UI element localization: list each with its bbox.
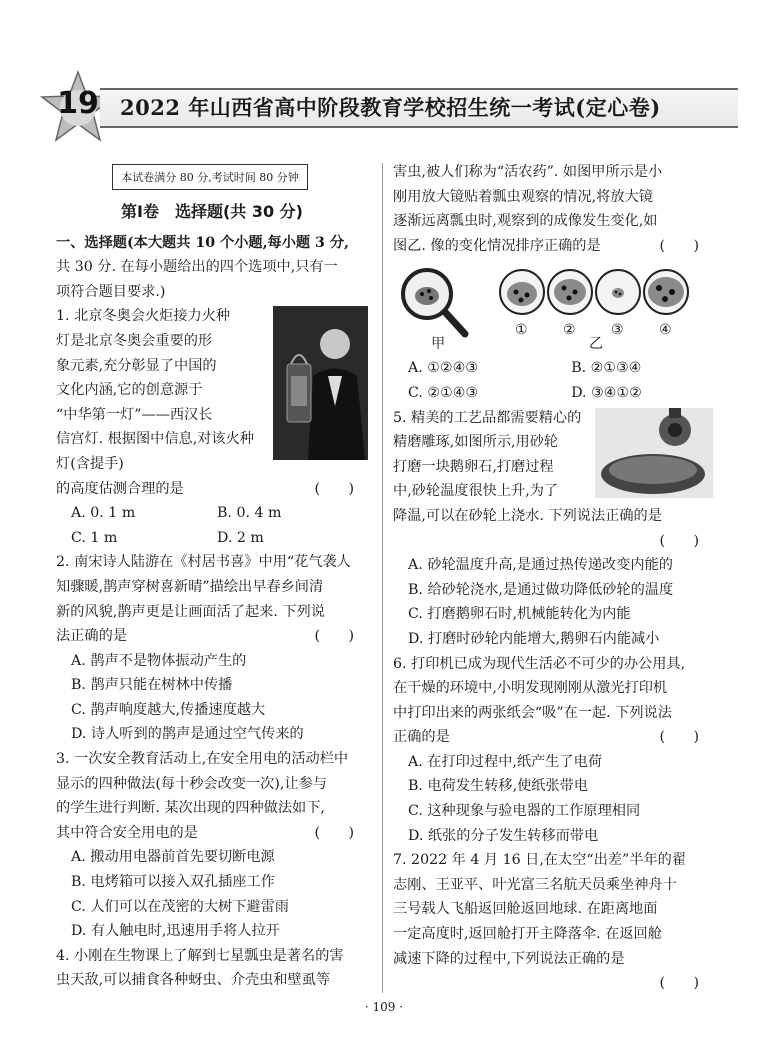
q4-line: 图乙. 像的变化情况排序正确的是 ( ) bbox=[393, 234, 713, 259]
option-b[interactable]: B. 给砂轮浇水,是通过做功降低砂轮的温度 bbox=[408, 581, 674, 598]
left-column bbox=[56, 160, 368, 993]
option-a[interactable]: A. 0. 1 m bbox=[71, 505, 136, 522]
option-c[interactable]: C. 人们可以在茂密的大树下避雷雨 bbox=[71, 898, 289, 915]
q4-line: 刚用放大镜贴着瓢虫观察的情况,将放大镜 bbox=[393, 188, 653, 205]
question-4-cont bbox=[393, 160, 713, 406]
q1-line: 1. 北京冬奥会火炬接力火种 bbox=[56, 308, 231, 325]
ladybug-image-4-icon bbox=[644, 270, 688, 314]
q5-line: 中,砂轮温度很快上升,为了 bbox=[393, 483, 559, 500]
right-column bbox=[393, 160, 713, 996]
q2-line: 新的风貌,鹊声更是让画面活了起来. 下列说 bbox=[56, 603, 325, 620]
option-d[interactable]: D. 纸张的分子发生转移而带电 bbox=[408, 827, 599, 844]
option-d[interactable]: D. 2 m bbox=[217, 529, 264, 546]
option-a[interactable]: A. 在打印过程中,纸产生了电荷 bbox=[408, 753, 603, 770]
option-c[interactable]: C. 鹊声响度越大,传播速度越大 bbox=[71, 701, 266, 718]
ladybug-image-3-icon bbox=[596, 270, 640, 314]
q5-line: 精磨雕琢,如图所示,用砂轮 bbox=[393, 434, 559, 451]
option-b[interactable]: B. 电荷发生转移,使纸张带电 bbox=[408, 778, 589, 795]
q1-line: “中华第一灯”——西汉长 bbox=[56, 406, 213, 423]
option-c[interactable]: C. 这种现象与验电器的工作原理相同 bbox=[408, 803, 641, 820]
q5-line bbox=[393, 529, 713, 554]
q1-options-row bbox=[56, 526, 368, 551]
q4-line: 害虫,被人们称为“活农药”. 如图甲所示是小 bbox=[393, 164, 663, 180]
option-a[interactable]: A. 搬动用电器前首先要切断电源 bbox=[71, 849, 275, 866]
answer-paren: ( ) bbox=[659, 975, 699, 992]
option-b[interactable]: B. 电烤箱可以接入双孔插座工作 bbox=[71, 874, 275, 891]
q5-line: 5. 精美的工艺品都需要精心的 bbox=[393, 409, 582, 426]
q1-line: 的高度估测合理的是 ( ) bbox=[56, 477, 368, 502]
question-1 bbox=[56, 304, 368, 550]
q3-line: 的学生进行判断. 某次出现的四种做法如下, bbox=[56, 800, 325, 817]
q1-line: 灯是北京冬奥会重要的形 bbox=[56, 332, 213, 349]
answer-paren: ( ) bbox=[314, 628, 354, 645]
answer-paren: ( ) bbox=[659, 532, 699, 549]
q3-line: 3. 一次安全教育活动上,在安全用电的活动栏中 bbox=[56, 751, 349, 768]
q7-line: 志刚、王亚平、叶光富三名航天员乘坐神舟十 bbox=[393, 876, 677, 893]
option-d[interactable]: D. 诗人听到的鹊声是通过空气传来的 bbox=[71, 726, 304, 743]
option-d[interactable]: D. ③④①② bbox=[571, 384, 642, 401]
q1-line: 文化内涵,它的创意源于 bbox=[56, 382, 203, 399]
option-d[interactable]: D. 有人触电时,迅速用手将人拉开 bbox=[71, 923, 280, 940]
q1-options-row bbox=[56, 501, 368, 526]
intro bbox=[56, 231, 368, 305]
column-divider bbox=[382, 163, 383, 993]
torch-bearer-photo bbox=[273, 306, 368, 460]
option-c[interactable]: C. 1 m bbox=[71, 529, 118, 546]
ladybug-image-1-icon bbox=[500, 270, 544, 314]
option-d[interactable]: D. 打磨时砂轮内能增大,鹅卵石内能减小 bbox=[408, 630, 660, 647]
q4-options-row bbox=[393, 381, 713, 406]
page-number: · 109 · bbox=[364, 1000, 404, 1014]
q4-options-row bbox=[393, 356, 713, 381]
q4-line: 虫天敌,可以捕食各种蚜虫、介壳虫和壁虱等 bbox=[56, 972, 331, 989]
answer-paren: ( ) bbox=[659, 237, 699, 254]
magnifier-icon bbox=[403, 270, 465, 334]
intro-line: 项符合题目要求.) bbox=[56, 283, 166, 300]
q4-line: 逐渐远离瓢虫时,观察到的成像发生变化,如 bbox=[393, 213, 658, 230]
question-4-start bbox=[56, 944, 368, 993]
q6-line: 在干燥的环境中,小明发现刚刚从激光打印机 bbox=[393, 680, 668, 697]
answer-paren: ( ) bbox=[314, 824, 354, 841]
intro-line: 一、选择题(本大题共 10 个小题,每小题 3 分, bbox=[56, 234, 349, 251]
answer-paren: ( ) bbox=[659, 729, 699, 746]
question-6 bbox=[393, 652, 713, 849]
option-b[interactable]: B. 0. 4 m bbox=[217, 505, 282, 522]
q5-line: 打磨一块鹅卵石,打磨过程 bbox=[393, 458, 554, 475]
question-2 bbox=[56, 550, 368, 747]
q7-line: 一定高度时,返回舱打开主降落伞. 在返回舱 bbox=[393, 926, 662, 943]
section-title: 第Ⅰ卷 选择题(共 30 分) bbox=[121, 202, 303, 221]
option-a[interactable]: A. 鹊声不是物体振动产生的 bbox=[71, 652, 247, 669]
exam-header bbox=[38, 70, 738, 142]
q7-line: 7. 2022 年 4 月 16 日,在太空“出差”半年的翟 bbox=[393, 852, 687, 869]
q3-line: 其中符合安全用电的是 ( ) bbox=[56, 821, 368, 846]
fig-label-yi: 乙 bbox=[589, 336, 604, 353]
question-3 bbox=[56, 747, 368, 944]
option-c[interactable]: C. ②①④③ bbox=[408, 384, 479, 401]
q6-line: 正确的是 ( ) bbox=[393, 725, 713, 750]
info-box: 本试卷满分 80 分,考试时间 80 分钟 bbox=[112, 164, 308, 190]
q4-line: 4. 小刚在生物课上了解到七星瓢虫是著名的害 bbox=[56, 947, 344, 964]
exam-number: 19 bbox=[57, 86, 99, 121]
q1-line: 象元素,充分彰显了中国的 bbox=[56, 357, 217, 374]
question-5 bbox=[393, 406, 713, 652]
q6-line: 6. 打印机已成为现代生活必不可少的办公用具, bbox=[393, 655, 686, 672]
q2-line: 法正确的是 ( ) bbox=[56, 624, 368, 649]
q7-line: 三号载人飞船返回舱返回地球. 在距离地面 bbox=[393, 901, 658, 918]
q2-line: 知骤暖,鹊声穿树喜新晴”描绘出早春乡间清 bbox=[56, 578, 324, 595]
grinding-wheel-photo bbox=[595, 408, 713, 498]
fig-label-3: ③ bbox=[611, 322, 624, 339]
fig-label-jia: 甲 bbox=[431, 336, 446, 353]
option-a[interactable]: A. ①②④③ bbox=[408, 360, 479, 377]
ladybug-image-2-icon bbox=[548, 270, 592, 314]
q7-line bbox=[393, 971, 713, 996]
fig-label-1: ① bbox=[515, 322, 528, 339]
option-c[interactable]: C. 打磨鹅卵石时,机械能转化为内能 bbox=[408, 606, 631, 623]
intro-line: 共 30 分. 在每小题给出的四个选项中,只有一 bbox=[56, 259, 338, 276]
fig-label-4: ④ bbox=[659, 322, 672, 339]
q5-line: 降温,可以在砂轮上浇水. 下列说法正确的是 bbox=[393, 507, 662, 524]
q6-line: 中打印出来的两张纸会“吸”在一起. 下列说法 bbox=[393, 704, 672, 721]
option-a[interactable]: A. 砂轮温度升高,是通过热传递改变内能的 bbox=[408, 557, 673, 574]
answer-paren: ( ) bbox=[314, 480, 354, 497]
q7-line: 减速下降的过程中,下列说法正确的是 bbox=[393, 950, 625, 967]
option-b[interactable]: B. ②①③④ bbox=[571, 360, 642, 377]
q3-line: 显示的四种做法(每十秒会改变一次),让参与 bbox=[56, 775, 327, 792]
fig-label-2: ② bbox=[563, 322, 576, 339]
q1-line: 信宫灯. 根据图中信息,对该火种灯(含提手) bbox=[56, 431, 254, 472]
option-b[interactable]: B. 鹊声只能在树林中传播 bbox=[71, 677, 233, 694]
page-title: 2022 年山西省高中阶段教育学校招生统一考试(定心卷) bbox=[120, 95, 661, 120]
ladybug-figures bbox=[393, 264, 713, 354]
q2-line: 2. 南宋诗人陆游在《村居书喜》中用“花气袭人 bbox=[56, 554, 351, 571]
question-7 bbox=[393, 848, 713, 996]
